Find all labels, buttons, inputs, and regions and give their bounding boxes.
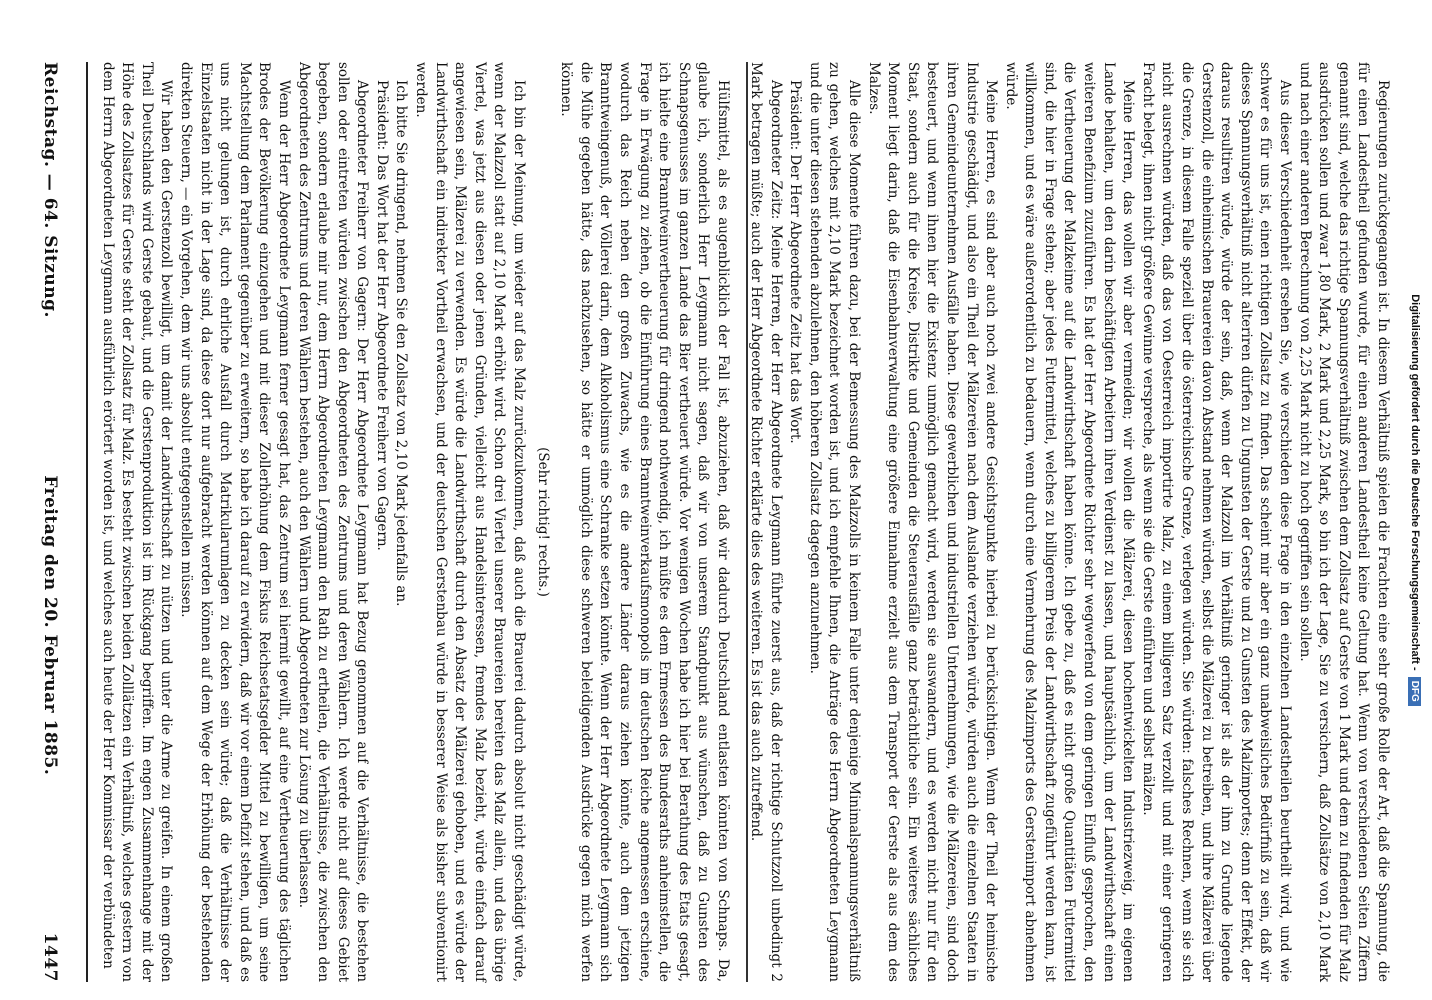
paragraph: Ich bin der Meinung, um wieder auf das Malz zurückzukommen, daß auch die Brauerei dadurch absolut nicht geschädigt würde, wenn der Malzzoll statt auf 2,10 Mark erhöht wird. Schon drei Viertel unserer Brauereien bereiten das Malz allein, und das übrige Viertel, was jetzt aus diesen oder jenen Gründen, vielleicht aus Handelsinteressen, fremdes Malz bezieht, würde einfach darauf angewiesen sein, Mälzerei zu verwenden. Es würde die Landwirthschaft durch den Absatz der Mälzerei gehoben, und es würde der Landwirthschaft ein indirekter Vortheil erwachsen, und der deutschen Gerstenbau würde in besserer Weise als bisher subventionirt werden.	[413, 62, 528, 982]
header-left: Reichstag. — 64. Sitzung.	[40, 62, 60, 318]
paragraph: Wenn der Herr Abgeordnete Leygmann ferner gesagt hat, das Zentrum sei hiermit gewillt, auf eine Vertheuerung des täglichen Brodes der Bevölkerung einzugehen und mit dieser Zollerhöhung dem Fiskus Reichsetatsgelder Mittel zu bewilligen, um seine Machtstellung dem Parlament gegenüber zu erweitern, so habe ich darauf zu erwidern, daß wir vor einem Defizit stehen, und daß es uns nicht gelungen ist, durch ehrliche Ausfall durch Matrikularumlagen zu decken sein würde; daß die Verhältnisse der Einzelstaaten nicht in der Lage sind, da diese dort nur aufgebracht werden können auf dem Wege der Erhöhung der bestehenden direkten Steuern, — ein Vorgehen, dem wir uns absolut entgegenstellen müssen.	[177, 62, 292, 982]
digitization-credit	[1398, 0, 1432, 1000]
paragraph: Hülfsmittel, als es augenblicklich der Fall ist, abzuziehen, daß wir dadurch Deutschland entlasten könnten von Schnaps. Da, glaube ich, sonderlich Herr Leygmann nicht sagen, daß wir von unserem Standpunkt aus wünschen, daß zu Gunsten des Schnapsgenusses im ganzen Lande das Bier vertheuert würde. Vor wenigen Wochen habe ich hier bei Berathung des Etats gesagt, ich hielte eine Branntweinvertheuerung für dringend nothwendig, ich müßte es dem Ermessen des Bundesraths anheimstellen, die Frage in Erwägung zu ziehen, ob die Einführung eines Branntweinverkaufsmonopols im deutschen Reiche angemessen erschiene, wodurch das Reich neben den großen Zuwachs, wie es die andere Länder daraus ziehen könnte, auch dem jetzigen Branntweingenuß, der Völlerei darin, dem Alkoholismus eine Schranke setzen könnte. Wenn der Herr Abgeordnete Leygmann sich die Mühe gegeben hätte, das nachzusehen, so hätte er unmöglich diese schweren beleidigenden Ausdrücke gegen mich werfen können.	[558, 62, 731, 982]
paragraph: Ich bitte Sie dringend, nehmen Sie den Zollsatz von 2,10 Mark jedenfalls an.	[393, 80, 410, 607]
dfg-logo: DFG	[1409, 677, 1422, 706]
paragraph: Abgeordneter Freiherr von Gagern: Der Herr Abgeordnete Leygmann hat Bezug genommen auf die Verhältnisse, die bestehen sollen oder eintreten würden zwischen den Abgeordneten des Zentrums und deren Wählern. Ich werde nicht auf dieses Gebiet begeben, sondern erlaube mir nur, dem Herrn Abgeordneten Leygmann den Rath zu ertheilen, die Verhältnisse, die zwischen den Abgeordneten des Zentrums und deren Wählern bestehen, auch den Wählern und Abgeordneten zur Lösung zu überlassen.	[295, 62, 371, 982]
page-header	[20, 62, 80, 982]
president-statement: Präsident: Das Wort hat der Herr Abgeordnete Freiherr von Gagern.	[373, 80, 390, 551]
text-column-right	[748, 62, 1392, 982]
paragraph: Alle diese Momente führen dazu, bei der Bemessung des Malzzolls in keinem Falle unter denjenige Minimalspannungsverhältniß zu gehen, welches mit 2,10 Mark bezeichnet worden ist, und ich empfehle Ihnen, die Anträge des Herrn Abgeordneten Leygmann und die unter diesen stehenden abzulehnen, den höheren Zollsatz dagegen anzunehmen.	[806, 62, 862, 982]
credit-text: Digitalisierung gefördert durch die Deutsche Forschungsgemeinschaft -	[1409, 294, 1421, 671]
header-rule	[86, 62, 88, 982]
text-column-left	[92, 62, 732, 982]
paragraph: Abgeordneter Zeitz: Meine Herren, der Herr Abgeordnete Leygmann führte zuerst aus, daß der richtige Schutzzoll unbedingt 2 Mark betragen müßte; auch der Herr Abgeordnete Richter erklärte dies des weiteren. Es ist das auch zutreffend.	[748, 62, 784, 982]
president-statement: Präsident: Der Herr Abgeordnete Zeitz hat das Wort.	[787, 80, 804, 444]
paragraph: Aus dieser Verschiedenheit ersehen Sie, wie verschieden diese Frage in den einzelnen Landestheilen beurtheilt wird, und wie schwer es für uns ist, einen richtigen Zollsatz zu finden. Das scheint mir aber ein ganz unabweisliches Bedürfniß zu sein, daß wir dieses Spannungsverhältniß nicht alteriren dürfen zu Ungunsten der Gerste und zu Gunsten des Malzimportes; denn der Effekt, der daraus resultiren würde, würde der sein, daß, wenn der Malzzoll im Verhältniß geringer ist als der ihm zu Grunde liegende Gerstenzoll, die einheimischen Brauereien davon Abstand nehmen würden, selbst die Mälzerei zu betreiben, und ihre Mälzerei über die Grenze, in diesem Falle speziell über die österreichische Grenze, verlegen würden. Sie würden: falsches Rechnen, wenn sie sich nicht ausrechnen würden, daß das von Oesterreich importirte Malz, zu einem billigeren Satz verzollt und mit einer geringeren Fracht belegt, ihnen nicht größere Gewinne verspreche, als wenn sie die Gerste einführen und selbst mälzen.	[1139, 62, 1294, 982]
paragraph: Regierungen zurückgegangen ist. In diesem Verhältniß spielen die Frachten eine sehr große Rolle der Art, daß die Spannung, die für einen Landestheil gefunden wurde, für einen anderen Landestheil keine Geltung hat. Wenn von verschiedenen Seiten Ziffern genannt sind, welche das richtige Spannungsverhältniß zwischen dem Zollsatz auf Gerste von 1 Mark und dem zu findenden für Malz ausdrücken sollen und zwar 1,80 Mark, 2 Mark und 2,25 Mark, so bin ich der Lage, Sie zu versichern, daß Zollsätze von 2,10 Mark und nach einer anderen Berechnung von 2,25 Mark nicht zu hoch gegriffen sein sollen.	[1296, 62, 1391, 982]
header-date: Freitag den 20. Februar 1885.	[40, 475, 60, 776]
paragraph: Meine Herren, es sind aber auch noch zwei andere Gesichtspunkte hierbei zu berücksichtigen. Wenn der Theil der heimische Industrie geschädigt, und also ein Theil der Mälzereien nach dem Auslande verziehen würde, würden auch die einzelnen Staaten in ihren Gemeindeunternehmen Ausfälle haben. Diese gewerblichen und industriellen Unternehmungen, wie die Mälzereien, sind doch besteuert, und wenn ihnen hier die Existenz unmöglich gemacht wird, werden sie auswandern, und es werden nicht nur für den Staat, sondern auch für die Kreise, Distrikte und Gemeinden die Steuerausfälle ganz beträchtliche sein. Ein weiteres sächliches Moment liegt darin, daß die Eisenbahnverwaltung eine größere Einnahme erzielt aus dem Transport der Gerste als aus dem des Malzes.	[865, 62, 1000, 982]
page-number: 1447	[40, 932, 60, 982]
paragraph: Wir haben den Gerstenzoll bewilligt, um damit der Landwirthschaft zu nützen und unter die Arme zu greifen. In einem großen Theil Deutschlands wird Gerste gebaut, und die Gerstenproduktion ist im Rückgang begriffen. Im engen Zusammenhange mit der Höhe des Zollsatzes für Gerste steht der Zollsatz für Malz. Es besteht zwischen beiden Zolllätzen ein Verhältniß, welches gestern von dem Herrn Abgeordneten Leygmann ausführlich erörtert worden ist, und welches auch heute der Herr Kommissar der verbündeten	[99, 62, 175, 982]
applause-note: (Sehr richtig! rechts.)	[534, 447, 551, 597]
paragraph: Meine Herren, das wollen wir aber vermeiden; wir wollen die Mälzerei, diesen hochentwickelten Industriezweig, im eigenen Lande behalten, um den darin beschäftigten Arbeitern ihren Verdienst zu lassen, und hauptsächlich, um der Landwirthschaft einen weiteren Benefizium zuzuführen. Es hat der Herr Abgeordnete Richter sehr wegwerfend von dem geringen Einfluß gesprochen, den die Vertheuerung der Malzkeime auf die Landwirthschaft haben könne. Ich gebe zu, daß es nicht große Quantitäten Futtermittel sind, die hier in Frage stehen; aber jedes Futtermittel, welches zu billigerem Preis der Landwirthschaft zugeführt werden kann, ist willkommen, und es wäre außerordentlich zu bedauern, wenn durch eine Vermehrung des Malzimports des Gerstenimport abnehmen würde.	[1002, 62, 1137, 982]
